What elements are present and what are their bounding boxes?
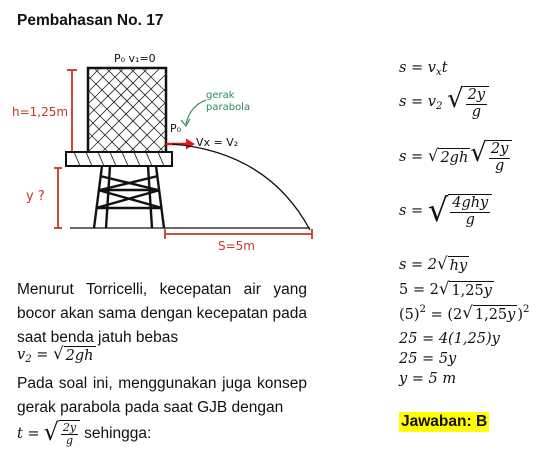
tank-hatching — [88, 68, 166, 160]
eq-s-v2-sqrt: $s = v_2$ √ $\frac{2y}{g}$ — [399, 86, 489, 121]
tank-diagram — [10, 40, 330, 255]
top-label: P₀ v₁=0 — [114, 52, 156, 65]
eq-25-5y: 25 = 5y — [399, 351, 457, 367]
parabola-note-1: gerak — [206, 90, 235, 101]
s-label: S=5m — [218, 239, 255, 253]
text-line-5: Pada soal ini, menggunakan juga konsep — [17, 375, 307, 392]
platform — [66, 152, 172, 166]
eq-5-sqrt: 5 = 2 √ 1,25y — [399, 279, 492, 299]
text-line-1: Menurut Torricelli, kecepatan air yang — [17, 281, 307, 298]
tower — [94, 166, 164, 228]
text-line-3: saat benda jatuh bebas — [17, 329, 179, 346]
eq-y-5m: y = 5 m — [399, 371, 457, 387]
eq-s-2sqrthy: s = 2 √ hy — [399, 254, 468, 274]
t-equation: t = √ $\frac{2y}{g}$ sehingga: — [17, 418, 152, 448]
eq-s-sqrt2gh: s = √ 2gh √ $\frac{2y}{g}$ — [399, 140, 512, 175]
eq-s-vxt: $s = v_xt$ — [399, 60, 448, 78]
text-line-2: bocor akan sama dengan kecepatan pada — [17, 305, 307, 322]
sehingga-label: sehingga: — [84, 424, 152, 442]
v2-equation: $v_2$ = √ 2gh — [17, 344, 94, 365]
parabola-note-2: parabola — [206, 102, 251, 113]
p0-label: P₀ — [170, 122, 182, 135]
trajectory — [172, 144, 310, 230]
y-label: y ? — [26, 189, 45, 204]
eq-squared: $(5)^2 = (2$ √ 1,25y )$^2$ — [399, 302, 530, 323]
vx-label: Vx = V₂ — [196, 136, 239, 149]
text-line-6: gerak parabola pada saat GJB dengan — [17, 399, 284, 416]
page-title: Pembahasan No. 17 — [17, 12, 164, 29]
answer-badge: Jawaban: B — [401, 413, 488, 430]
eq-25-4: 25 = 4(1,25)y — [399, 331, 500, 347]
height-label: h=1,25m — [12, 105, 69, 119]
eq-s-sqrt4ghy: s = √ $\frac{\text{4ghy}}{g}$ — [399, 194, 492, 229]
